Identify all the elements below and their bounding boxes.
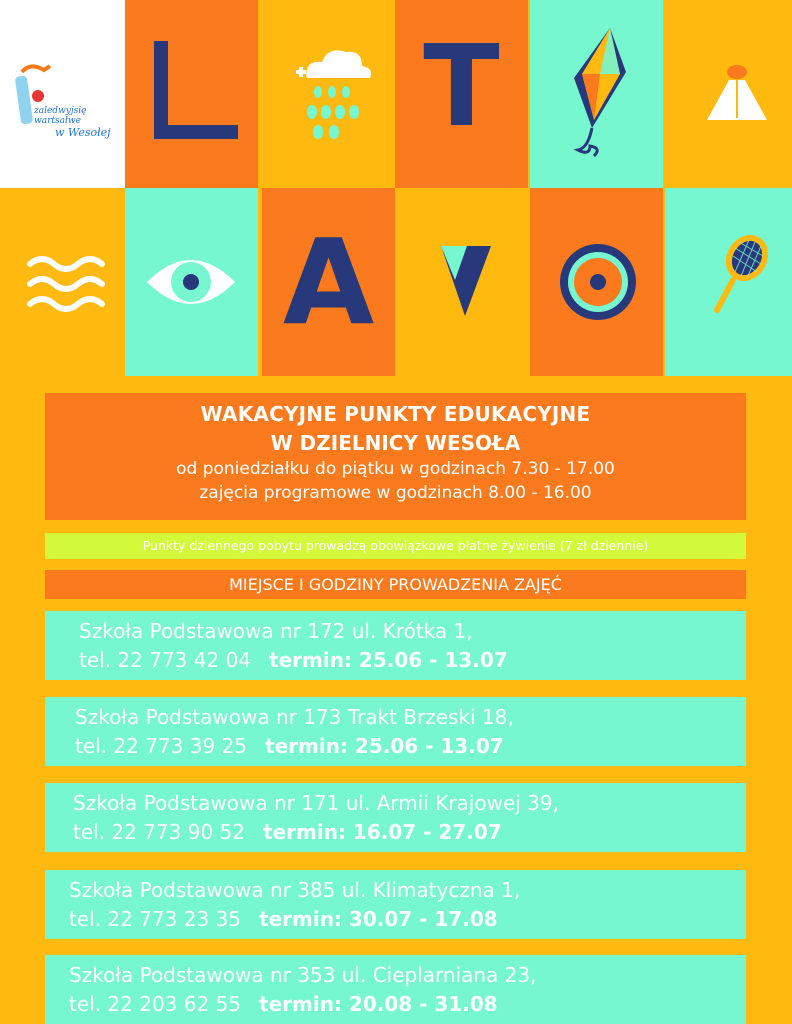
section-title: MIEJSCE I GODZINY PROWADZENIA ZAJĘĆ [45,570,746,599]
header-program-hours: zajęcia programowe w godzinach 8.00 - 16.00 [199,483,592,503]
letter-t: T [423,22,500,152]
header-title-2: W DZIELNICY WESOŁA [270,431,521,455]
school-term: termin: 20.08 - 31.08 [259,992,498,1016]
school-tel: tel. 22 773 39 25 [75,734,248,758]
logo-icon [0,0,133,188]
logo-line3: w Wesołej [55,126,111,139]
logo-line2: wartsałwe [34,116,81,126]
notice-bar: Punkty dziennego pobytu prowadzą obowiązkowe płatne żywienie (7 zł dziennie) [45,533,746,559]
school-item [45,870,746,939]
school-name: Szkoła Podstawowa nr 172 ul. Krótka 1, [79,619,473,643]
school-term: termin: 30.07 - 17.08 [259,907,498,931]
letter-tile-t [395,0,528,188]
cloud-rain-icon [262,0,395,188]
letter-a: A [282,213,375,351]
school-item [45,697,746,766]
school-term: termin: 25.06 - 13.07 [269,648,508,672]
school-tel: tel. 22 773 23 35 [69,907,242,931]
shuttlecock-tile [665,0,792,188]
school-term: termin: 16.07 - 27.07 [263,820,502,844]
triangle-tile [395,188,528,376]
letter-tile-l [125,0,258,188]
waves-icon [0,188,133,376]
school-name: Szkoła Podstawowa nr 173 Trakt Brzeski 18, [75,705,514,729]
school-item [45,611,746,680]
waves-tile [0,188,133,376]
eye-tile [125,188,258,376]
school-tel: tel. 22 203 62 55 [69,992,242,1016]
letter-tile-a [262,188,395,376]
racket-tile [665,188,792,376]
target-icon [530,188,663,376]
kite-tile [530,0,663,188]
logo-line1: zaledwyjsię [34,106,87,116]
header-hours: od poniedziałku do piątku w godzinach 7.30 - 17.00 [176,459,615,479]
triangle-icon [395,188,528,376]
school-name: Szkoła Podstawowa nr 171 ul. Armii Krajowej 39, [73,791,559,815]
school-name: Szkoła Podstawowa nr 385 ul. Klimatyczna 1, [69,878,521,902]
weather-tile [262,0,395,188]
school-tel: tel. 22 773 90 52 [73,820,246,844]
shuttlecock-icon [665,0,792,188]
school-name: Szkoła Podstawowa nr 353 ul. Cieplarniana 23, [69,963,537,987]
racket-icon [665,188,792,376]
letter-l-icon [125,0,258,188]
eye-icon [125,188,258,376]
school-item [45,783,746,852]
school-term: termin: 25.06 - 13.07 [265,734,504,758]
header-title-1: WAKACYJNE PUNKTY EDUKACYJNE [200,402,591,426]
school-tel: tel. 22 773 42 04 [79,648,252,672]
header-banner [45,393,746,520]
target-tile [530,188,663,376]
kite-icon [530,0,663,188]
school-item [45,955,746,1024]
logo-tile [0,0,133,188]
